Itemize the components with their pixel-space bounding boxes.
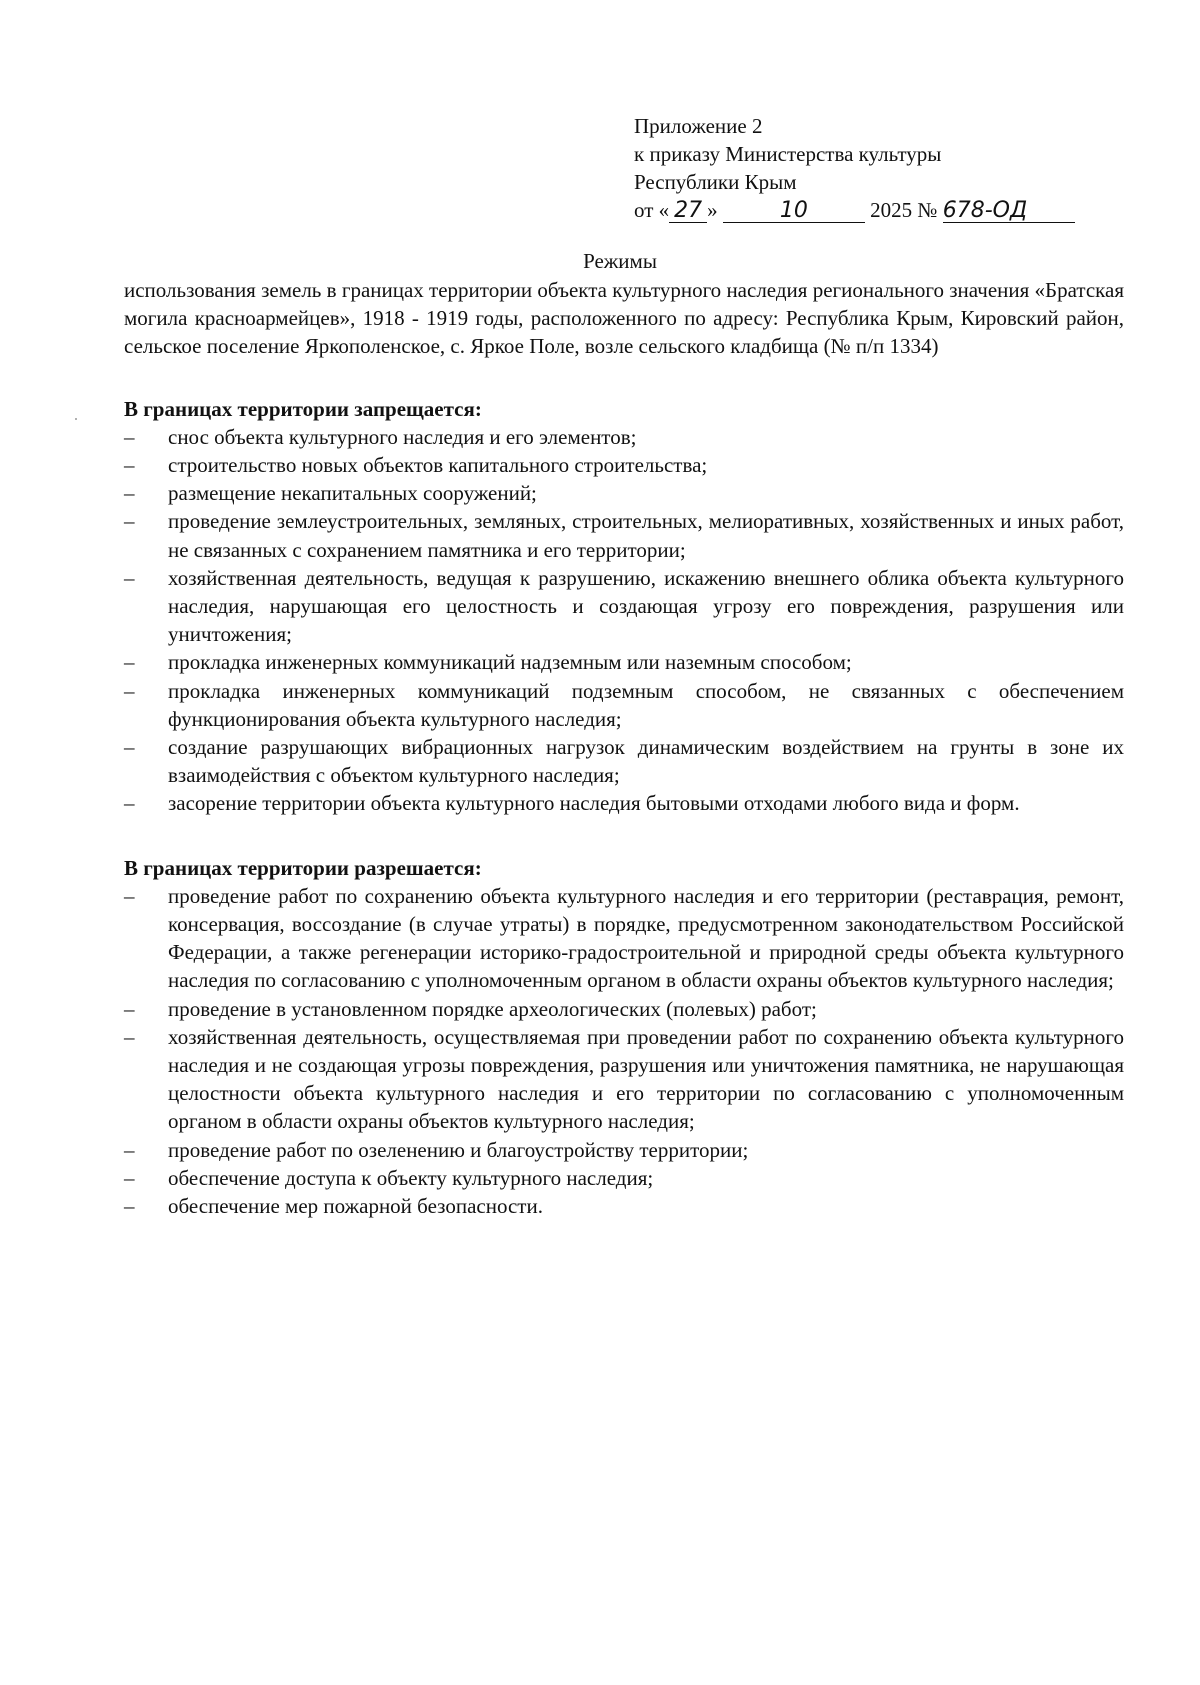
list-item: – прокладка инженерных коммуникаций надземным или наземным способом; [124,648,1124,676]
list-item: – обеспечение доступа к объекту культурного наследия; [124,1164,1124,1192]
appendix-block [634,112,1154,224]
year-and-number-label: 2025 № [870,198,938,222]
dash-marker: – [124,565,135,590]
document-body [124,276,1124,1220]
list-item: – проведение землеустроительных, земляных, строительных, мелиоративных, хозяйственных и иных работ, не связанных с сохранением памятника и его территории; [124,509,1124,562]
list-item: – размещение некапитальных сооружений; [124,479,1124,507]
list-item: – проведение в установленном порядке археологических (полевых) работ; [124,995,1124,1023]
dash-marker: – [124,1137,135,1162]
handwritten-order-number: 678-ОД [943,200,1075,223]
scan-speck [75,418,77,420]
intro-paragraph: использования земель в границах территории объекта культурного наследия регионального значения «Братская могила красноармейцев», 1918 - 1919 годы, расположенного по адресу: Республика Крым, Кировский район, сельское поселение Яркополенское, с. Яркое Поле, возле сельского кладбища (№ п/п 1334) [124,278,1124,359]
dash-marker: – [124,996,135,1021]
dash-marker: – [124,650,135,675]
dash-marker: – [124,791,135,816]
appendix-line-3: Республики Крым [634,170,797,194]
date-day-close: » [707,198,718,222]
appendix-line-1: Приложение 2 [634,114,763,138]
handwritten-day: 27 [669,200,707,223]
dash-marker: – [124,509,135,534]
dash-marker: – [124,1165,135,1190]
prohibited-list [124,423,1124,818]
dash-marker: – [124,1194,135,1219]
dash-marker: – [124,1024,135,1049]
dash-marker: – [124,424,135,449]
appendix-line-2: к приказу Министерства культуры [634,142,942,166]
permitted-list [124,882,1124,1220]
list-item: – создание разрушающих вибрационных нагрузок динамическим воздействием на грунты в зоне их взаимодействия с объектом культурного наследия; [124,735,1124,788]
list-item: – строительство новых объектов капитального строительства; [124,451,1124,479]
list-item: – снос объекта культурного наследия и его элементов; [124,423,1124,451]
list-item: – хозяйственная деятельность, ведущая к разрушению, искажению внешнего облика объекта культурного наследия, нарушающая его целостность и создающая угрозу его повреждения, разрушения или уничтожения; [124,565,1124,647]
list-item: – хозяйственная деятельность, осуществляемая при проведении работ по сохранению объекта культурного наследия и не создающая угрозы повреждения, разрушения или уничтожения памятника, не нарушающая целостности объекта культурного наследия и его территории по согласованию с уполномоченным органом в области охраны объектов культурного наследия; [124,1024,1124,1134]
list-item: – засорение территории объекта культурного наследия бытовыми отходами любого вида и форм. [124,789,1124,817]
list-item: – прокладка инженерных коммуникаций подземным способом, не связанных с обеспечением функционирования объекта культурного наследия; [124,678,1124,731]
document-title: Режимы [583,249,657,273]
dash-marker: – [124,453,135,478]
appendix-date-line [634,196,1154,224]
prohibited-heading: В границах территории запрещается: [124,396,482,421]
date-prefix: от « [634,198,670,222]
dash-marker: – [124,481,135,506]
dash-marker: – [124,883,135,908]
dash-marker: – [124,678,135,703]
list-item: – обеспечение мер пожарной безопасности. [124,1192,1124,1220]
list-item: – проведение работ по сохранению объекта культурного наследия и его территории (реставрация, ремонт, консервация, воссоздание (в случае утраты) в порядке, предусмотренном законодательством Российской Федерации, а также регенерации историко-градостроительной и природной среды объекта культурного наследия по согласованию с уполномоченным органом в области охраны объектов культурного наследия; [124,883,1124,993]
handwritten-month: 10 [723,200,865,223]
dash-marker: – [124,735,135,760]
list-item: – проведение работ по озеленению и благоустройству территории; [124,1136,1124,1164]
permitted-heading: В границах территории разрешается: [124,855,482,880]
